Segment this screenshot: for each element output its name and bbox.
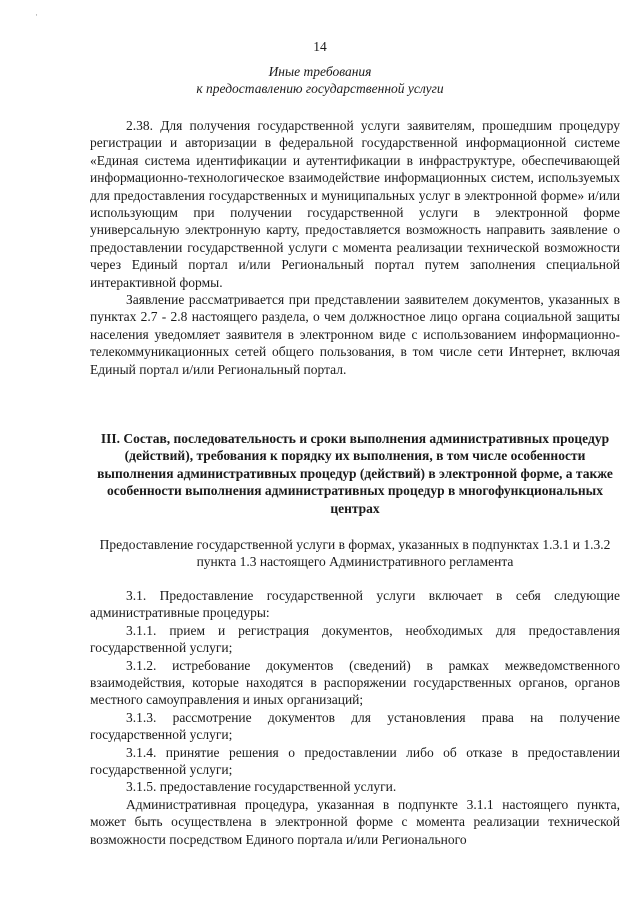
paragraph-3-1-1: 3.1.1. прием и регистрация документов, необходимых для предоставления государственной услуги; (90, 622, 620, 656)
paragraph-application-review: Заявление рассматривается при представлении заявителем документов, указанных в пунктах 2.7 - 2.8 настоящего раздела, о чем должностное лицо органа социальной защиты населения уведомляет заявителя в электронном виде с использованием информационно-телекоммуникационных сетей общего пользования, в том числе сети Интернет, включая Единый портал и/или Региональный портал. (90, 292, 620, 377)
section-title-line2: к предоставлению государственной услуги (196, 81, 444, 96)
subheading: Предоставление государственной услуги в формах, указанных в подпунктах 1.3.1 и 1.3.2 пункта 1.3 настоящего Административного регламента (99, 537, 611, 570)
paragraph-3-1: 3.1. Предоставление государственной услуги включает в себя следующие административные процедуры: (90, 588, 620, 621)
page-number: 14 (313, 39, 327, 54)
paragraph-2-38: 2.38. Для получения государственной услуги заявителям, прошедшим процедуру регистрации и авторизации в федеральной государственной информационной системе «Единая система идентификации и аутентификации в инфраструктуре, обеспечивающей информационно-технологическое взаимодействие информационных систем, используемых для предоставления государственных и муниципальных услуг в электронной форме» и/или использующим при получении государственной услуги в электронной форме универсальную электронную карту, предоставляется возможность направить заявление о предоставлении государственной услуги с момента реализации технической возможности через Единый портал и/или Региональный портал путем заполнения специальной интерактивной формы. (90, 118, 620, 290)
body-text-bottom (90, 587, 620, 848)
paragraph-3-1-3: 3.1.3. рассмотрение документов для установления права на получение государственной услуги; (90, 709, 620, 743)
paragraph-3-1-4: 3.1.4. принятие решения о предоставлении либо об отказе в предоставлении государственной услуги; (90, 744, 620, 778)
chapter-heading: III. Состав, последовательность и сроки выполнения административных процедур (действий), требования к порядку их выполнения, в том числе особенности выполнения административных процедур (действий) в электронной форме, а также особенности выполнения административных процедур в многофункциональных центрах (97, 431, 613, 516)
corner-mark: · (35, 10, 38, 20)
paragraph-3-1-5: 3.1.5. предоставление государственной услуги. (126, 779, 397, 795)
section-title (0, 63, 640, 97)
section-title-line1: Иные требования (268, 64, 372, 79)
body-text-top (90, 117, 620, 378)
paragraph-3-1-2: 3.1.2. истребование документов (сведений) в рамках межведомственного взаимодействия, которые находятся в распоряжении государственных органов, органов местного самоуправления и иных организаций; (90, 657, 620, 708)
paragraph-procedure-note: Административная процедура, указанная в подпункте 3.1.1 настоящего пункта, может быть осуществлена в электронной форме с момента реализации технической возможности посредством Единого портала и/или Регионального (90, 796, 620, 847)
